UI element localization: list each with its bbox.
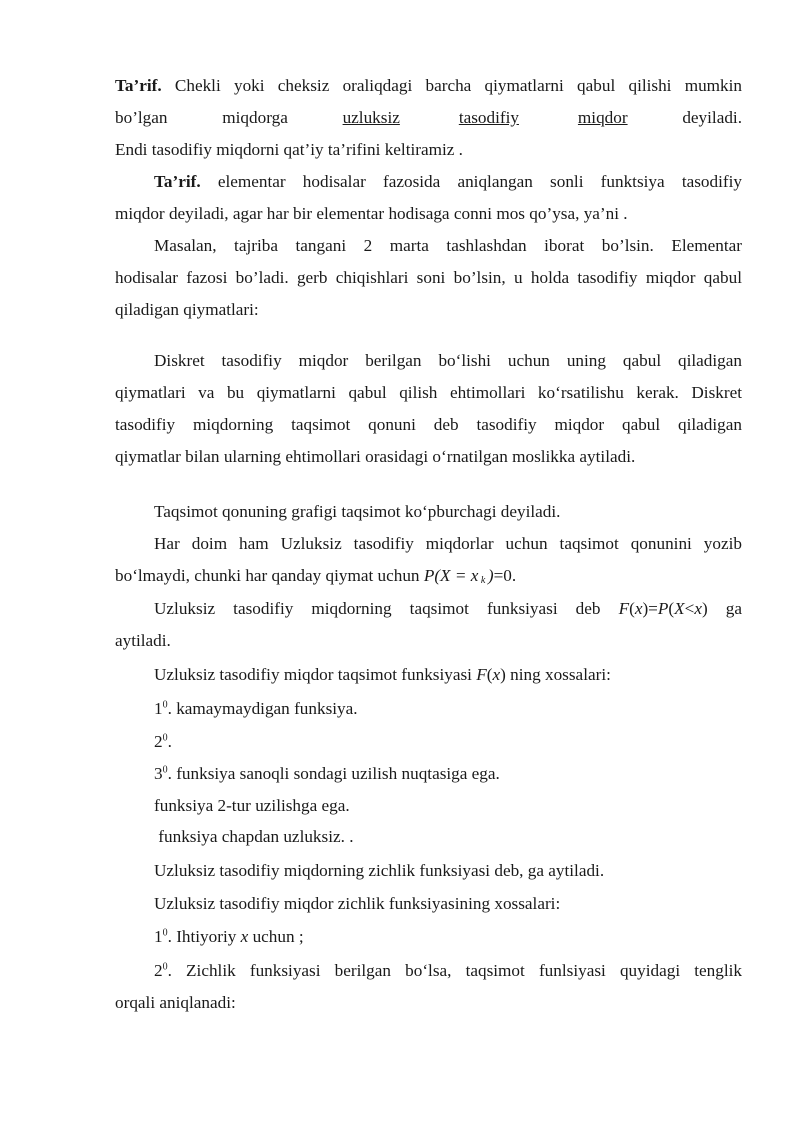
distribution-function-line-1 (154, 598, 742, 620)
example-line-2: hodisalar fazosi bo’ladi. gerb chiqishlari soni bo’lsin, u holda tasodifiy miqdor qabul (115, 268, 742, 287)
item-number: 3 (154, 764, 163, 783)
list-item (154, 960, 742, 982)
text-span: uchun ; (248, 927, 304, 946)
formula: X (674, 599, 685, 618)
definition-2-line-2: miqdor deyiladi, agar har bir elementar hodisaga conni mos qo’ysa, ya’ni . (115, 204, 628, 223)
discrete-line-4: qiymatlar bilan ularning ehtimollari orasidagi o‘rnatilgan moslikka aytiladi. (115, 447, 636, 466)
text-span: ( (486, 665, 493, 684)
text-span: miqdorga (222, 108, 288, 127)
definition-label: Ta’rif. (115, 76, 162, 95)
text-span: ( (629, 599, 635, 618)
text-span: =0. (493, 566, 517, 585)
definition-2-line-1 (154, 171, 742, 193)
superscript: 0 (162, 732, 168, 744)
text-span: ) (500, 665, 506, 684)
definition-label: Ta’rif. (154, 172, 201, 191)
superscript: 0 (162, 764, 168, 776)
list-item (154, 763, 742, 785)
text-span: elementar hodisalar fazosida aniqlangan sonli funktsiya tasodifiy (200, 172, 742, 191)
text-span: . (167, 732, 172, 751)
discrete-line-2: qiymatlari va bu qiymatlarni qabul qilish ehtimollari ko‘rsatilishu kerak. Diskret (115, 383, 742, 402)
item-number: 2 (154, 732, 163, 751)
text-span: ning xossalari: (505, 665, 611, 684)
text-span: deyiladi. (682, 108, 742, 127)
definition-1-line-2 (115, 107, 742, 129)
list-item (154, 698, 742, 720)
superscript: 0 (162, 961, 168, 973)
text-span: Uzluksiz tasodifiy miqdorning taqsimot funksiyasi deb (154, 599, 619, 618)
formula-subscript: k (478, 575, 488, 586)
formula: F (476, 665, 487, 684)
density-properties-heading: Uzluksiz tasodifiy miqdor zichlik funksiyasining xossalari: (154, 894, 561, 913)
discrete-line-1: Diskret tasodifiy miqdor berilgan bo‘lishi uchun uning qabul qiladigan (154, 351, 742, 370)
item-number: 1 (154, 927, 163, 946)
graph-paragraph: Taqsimot qonuning grafigi taqsimot ko‘pburchagi deyiladi. (154, 502, 561, 521)
list-item-continuation: orqali aniqlanadi: (115, 993, 236, 1012)
formula: x (694, 599, 702, 618)
text-span: Uzluksiz tasodifiy miqdor taqsimot funksiyasi (154, 665, 477, 684)
text-span: Chekli yoki cheksiz oraliqdagi barcha qiymatlarni qabul qilishi mumkin (161, 76, 742, 95)
text-span: ) (701, 599, 708, 618)
text-span: )= (642, 599, 658, 618)
formula: F (618, 599, 630, 618)
property-line: funksiya 2-tur uzilishga ega. (154, 796, 350, 815)
formula: x (492, 665, 501, 684)
properties-heading (154, 664, 742, 686)
text-span: . kamaymaydigan funksiya. (167, 699, 358, 718)
text-span: . funksiya sanoqli sondagi uzilish nuqtasiga ega. (167, 764, 500, 783)
example-line-3: qiladigan qiymatlari: (115, 300, 259, 319)
distribution-function-line-2: aytiladi. (115, 631, 171, 650)
superscript: 0 (162, 699, 168, 711)
formula: P(X = x (423, 566, 479, 585)
underlined-term (343, 107, 628, 129)
text-span: < (684, 599, 695, 618)
list-item (154, 731, 742, 753)
item-number: 2 (154, 961, 163, 980)
text-span: . Zichlik funksiyasi berilgan bo‘lsa, taqsimot funlsiyasi quyidagi tenglik (167, 961, 742, 980)
formula: x (634, 599, 643, 618)
text-span: uzluksiz (342, 108, 400, 127)
text-span: bo‘lmaydi, chunki har qanday qiymat uchun (115, 566, 424, 585)
formula: ) (487, 566, 494, 585)
superscript: 0 (162, 927, 168, 939)
item-number: 1 (154, 699, 163, 718)
text-span: ( (668, 599, 675, 618)
text-span: . Ihtiyoriy (167, 927, 241, 946)
text-span: miqdor (577, 108, 628, 127)
formula: x (240, 927, 249, 946)
text-span: bo’lgan (115, 108, 168, 127)
text-span: tasodifiy (458, 108, 519, 127)
list-item (154, 926, 742, 948)
text-span: ga (707, 599, 742, 618)
definition-1-line-1 (115, 75, 742, 97)
continuous-line-1: Har doim ham Uzluksiz tasodifiy miqdorlar uchun taqsimot qonunini yozib (154, 534, 742, 553)
continuous-line-2 (115, 565, 742, 592)
density-definition: Uzluksiz tasodifiy miqdorning zichlik funksiyasi deb, ga aytiladi. (154, 861, 605, 880)
discrete-line-3: tasodifiy miqdorning taqsimot qonuni deb tasodifiy miqdor qabul qiladigan (115, 415, 742, 434)
example-line-1: Masalan, tajriba tangani 2 marta tashlashdan iborat bo’lsin. Elementar (154, 236, 742, 255)
definition-1-line-3: Endi tasodifiy miqdorni qat’iy ta’rifini keltiramiz . (115, 140, 463, 159)
formula: P (657, 599, 669, 618)
property-line: funksiya chapdan uzluksiz. . (154, 827, 354, 846)
